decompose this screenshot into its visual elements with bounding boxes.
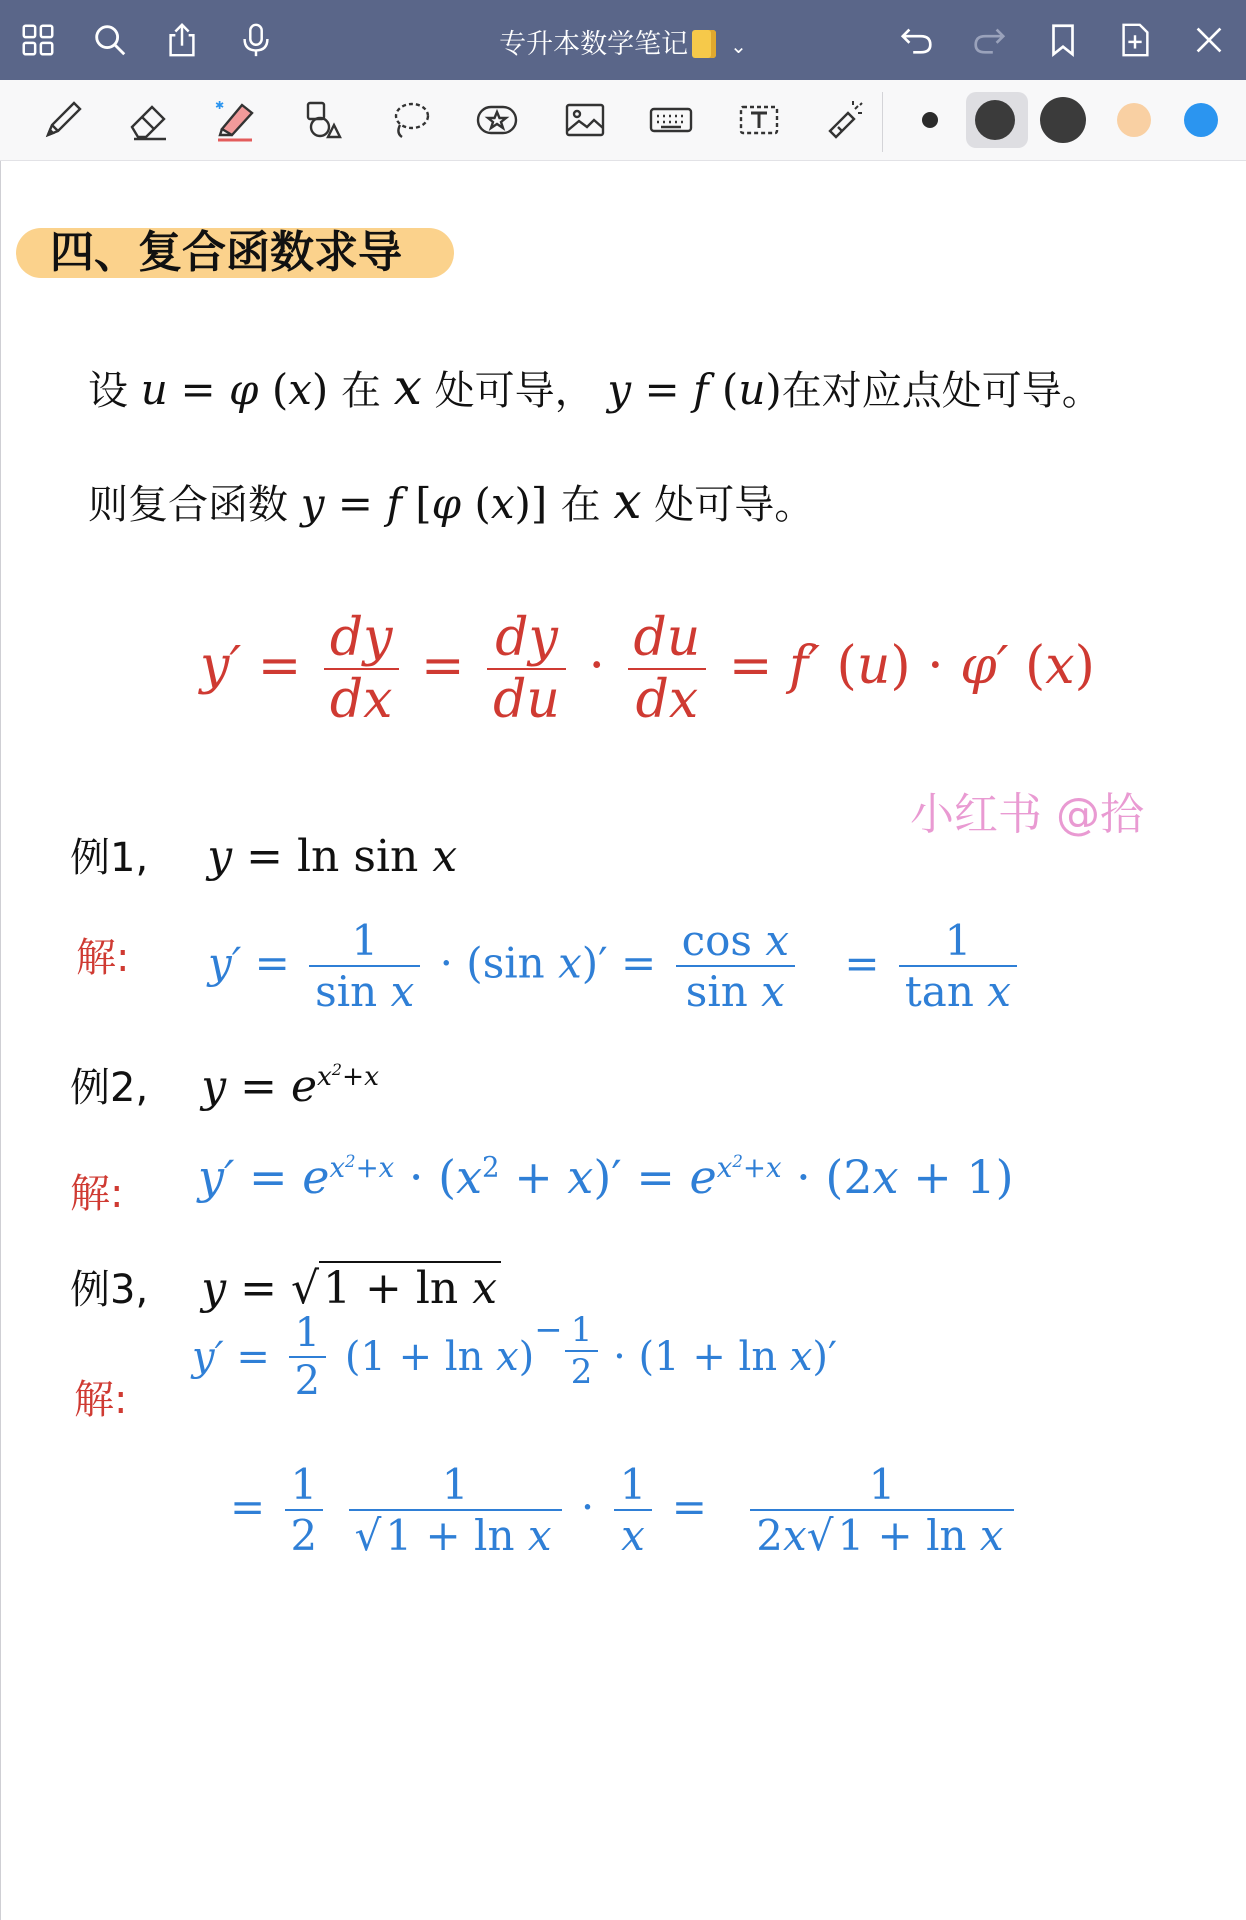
fraction: $\frac{1}{2}$ (285, 1460, 324, 1560)
sticker-icon[interactable] (468, 92, 526, 148)
math-expression: ) (1074, 636, 1095, 696)
top-bar (0, 0, 1246, 80)
example-label: 例1, (70, 835, 149, 881)
pen-size-small[interactable] (922, 112, 938, 128)
math-expression: ( (258, 365, 289, 414)
math-expression: u (856, 636, 891, 696)
math-expression: x (613, 472, 642, 530)
keyboard-icon[interactable] (642, 92, 700, 148)
fraction: $\frac{1}{\text{2x√1 + ln x}}$ (750, 1460, 1013, 1560)
chain-rule-formula (200, 608, 1095, 730)
fraction: $\frac{dy}{dx}$ (324, 608, 399, 730)
solution-2 (70, 1162, 123, 1219)
math-expression: ) (311, 365, 329, 414)
intro-text: 处可导， (434, 368, 595, 414)
highlighter-icon[interactable] (206, 92, 264, 148)
intro-text: 在 (560, 482, 601, 528)
page-edge (0, 161, 1, 1920)
math-expression: u (738, 365, 766, 414)
math-expression: φ (229, 365, 259, 414)
solution-label: 解: (74, 1377, 128, 1423)
math-expression: = (180, 365, 230, 414)
solution-3-equation-line-2: = $\frac{1}{2}$ $\frac{1}{\text{√1 + ln x}}$ · $\frac{1}{x}$ = $\frac{1}{\text{2x√1 + ln x}}$ (230, 1460, 1020, 1560)
text-box-icon[interactable] (730, 92, 788, 148)
intro-text: 在对应点处可导。 (781, 368, 1102, 414)
watermark: 小红书 @拾 (910, 789, 1144, 840)
section-title: 四、复合函数求导 (50, 227, 402, 278)
example-label: 例3, (70, 1267, 149, 1313)
color-peach[interactable] (1117, 103, 1151, 137)
undo-icon[interactable] (891, 14, 943, 66)
example-2 (70, 1056, 379, 1113)
intro-text: 则复合函数 (88, 482, 288, 528)
solution-3 (74, 1368, 127, 1425)
close-icon[interactable] (1183, 14, 1235, 66)
intro-text: 在 (341, 368, 382, 414)
math-expression: x (288, 365, 312, 414)
intro-text: 处可导。 (654, 482, 815, 528)
add-page-icon[interactable] (1109, 14, 1161, 66)
solution-label: 解: (70, 1171, 124, 1217)
intro-line-1 (88, 358, 1102, 416)
math-expression: = (324, 479, 387, 528)
eraser-icon[interactable] (120, 92, 178, 148)
example-2-equation: $y = e^{x^2+x}$ (201, 1060, 379, 1112)
pen-size-large[interactable] (1040, 97, 1086, 143)
math-expression: )] (514, 479, 561, 528)
math-expression: ( (708, 365, 739, 414)
chevron-down-icon: ⌄ (730, 34, 747, 58)
math-expression: x (490, 479, 515, 528)
note-page[interactable] (0, 161, 1246, 1920)
math-expression: u (140, 365, 168, 414)
color-blue[interactable] (1184, 103, 1218, 137)
image-icon[interactable] (556, 92, 614, 148)
math-expression: = (421, 636, 482, 696)
math-expression: ) (765, 365, 782, 414)
math-expression: [ (401, 479, 432, 528)
example-1 (70, 826, 457, 883)
pen-size-medium[interactable] (975, 100, 1015, 140)
solution-label: 解: (76, 935, 130, 981)
math-expression: φ (431, 479, 462, 528)
math-expression: = (257, 636, 318, 696)
math-expression: ( (820, 636, 857, 696)
fraction: $\frac{\text{cos x}}{\text{sin x}}$ (676, 916, 795, 1016)
example-1-equation: y = ln sin x (207, 831, 458, 882)
math-expression: f (386, 479, 402, 528)
intro-text: 设 (88, 368, 128, 414)
fraction: $\frac{1}{\text{tan x}}$ (899, 916, 1017, 1016)
math-expression: ) · (890, 636, 961, 696)
math-expression: y (607, 365, 632, 414)
solution-1 (76, 926, 129, 983)
fraction: $\frac{1}{\text{√1 + ln x}}$ (349, 1460, 562, 1560)
pen-icon[interactable] (34, 92, 92, 148)
bookmark-icon[interactable] (1037, 14, 1089, 66)
example-label: 例2, (70, 1065, 149, 1111)
math-expression: = (728, 636, 789, 696)
math-expression: φ′ (960, 636, 1009, 696)
fraction: $\frac{1}{2}$ (289, 1310, 326, 1404)
solution-2-equation: $y' = e^{x^2+x} \cdot (x^2 + x)' = e^{x^2+x} \cdot (2x + 1)$ (198, 1150, 1014, 1204)
drawing-toolbar (0, 80, 1246, 161)
solution-1-equation: y′ = $\frac{1}{\text{sin x}}$ · (sin x)′ = $\frac{\text{cos x}}{\text{sin x}}$ = $\frac{1}{\text{tan x}}$ (208, 916, 1023, 1016)
document-title-text: 专升本数学笔记 (499, 29, 689, 60)
math-expression: x (393, 358, 422, 416)
math-expression: y (300, 479, 325, 528)
example-3-equation: y = √1 + ln x (201, 1263, 501, 1314)
math-expression: x (1045, 636, 1075, 696)
math-expression: = (631, 365, 694, 414)
notebook-emoji-icon (692, 30, 716, 58)
fraction: $\frac{1}{\text{sin x}}$ (309, 916, 420, 1016)
solution-3-equation-line-1: y′ = $\frac{1}{2}$ $(1 + \ln x)^{- \frac{1}{2}}$ · (1 + ln x)′ (192, 1310, 838, 1404)
math-expression: · (588, 636, 605, 696)
math-expression: y′ (200, 636, 242, 696)
intro-line-2 (88, 472, 814, 530)
redo-icon[interactable] (963, 14, 1015, 66)
math-expression: ( (1008, 636, 1046, 696)
toolbar-separator (882, 92, 883, 152)
math-expression: ( (461, 479, 491, 528)
example-3 (70, 1258, 501, 1315)
fraction: $\frac{du}{dx}$ (628, 608, 707, 730)
lasso-icon[interactable] (382, 92, 440, 148)
math-expression: f′ (788, 636, 820, 696)
fraction: $\frac{1}{x}$ (614, 1460, 653, 1560)
svg-text:✱: ✱ (215, 99, 225, 112)
fraction: $\frac{dy}{du}$ (487, 608, 566, 730)
shapes-icon[interactable] (294, 92, 352, 148)
math-expression: f (693, 365, 709, 414)
laser-pointer-icon[interactable] (816, 92, 874, 148)
